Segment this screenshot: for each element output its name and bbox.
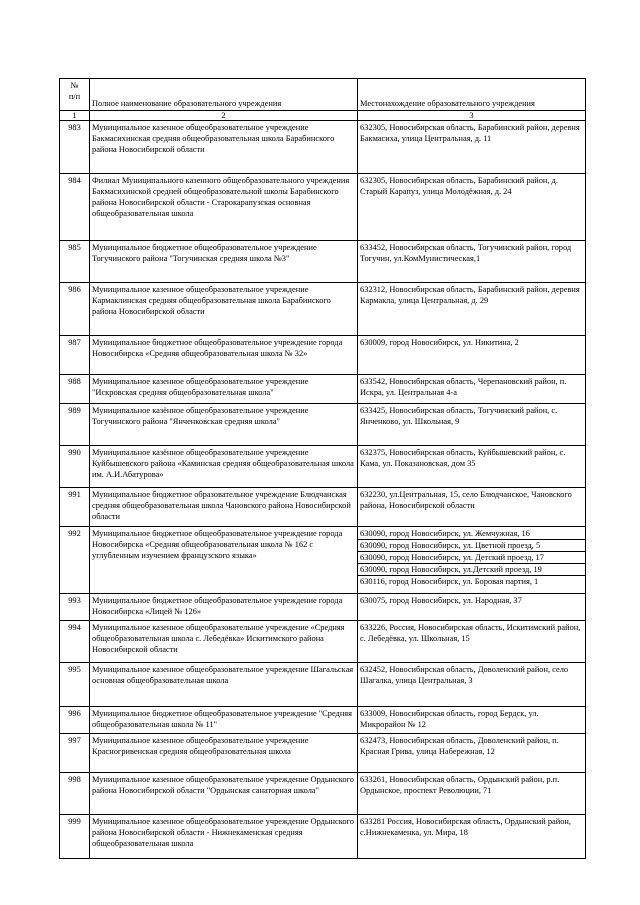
institution-location: 632230, ул.Центральная, 15, село Блюдчанское, Чановского района, Новосибирской области	[358, 488, 586, 527]
table-row	[60, 594, 586, 621]
institution-name: Муниципальное бюджетное образовательное учреждение Блюдчанская средняя общеобразовательная школа Чановского района Новосибирской области	[90, 488, 358, 527]
col-index-3: 3	[358, 111, 586, 121]
institution-location: 632452, Новосибирская область, Доволенский район, село Шагалка, улица Центральная, 3	[358, 663, 586, 707]
institution-location: 633542, Новосибирская область, Черепановский район, п. Искра, ул. Центральная 4-а	[358, 375, 586, 404]
row-number: 999	[60, 815, 90, 859]
institution-location: 632375, Новосибирская область, Куйбышевский район, с. Кама, ул. Показановская, дом 35	[358, 446, 586, 488]
row-number: 997	[60, 734, 90, 773]
table-row	[60, 773, 586, 815]
schools-table	[59, 78, 586, 859]
row-number: 993	[60, 594, 90, 621]
location-line: 630090, город Новосибирск, ул. Цветной проезд, 5	[358, 540, 585, 552]
institution-name: Муниципальное казенное общеобразовательное учреждение Кармаклинская средняя общеобразовательная школа Барабинского района Новосибирской области	[90, 283, 358, 336]
institution-name: Филиал Муниципального казенного общеобразовательного учреждения Бакмасихинской средней общеобразовательной школы Барабинского района Новосибирской области - Старокарапузская основная общеобразовательная школа	[90, 174, 358, 241]
institution-name: Муниципальное казённое общеобразовательное учреждение Куйбышевского района «Каминская средняя общеобразовательная школа им. А.И.Абатурова»	[90, 446, 358, 488]
table-row	[60, 283, 586, 336]
row-number: 992	[60, 527, 90, 594]
table-row	[60, 174, 586, 241]
table-row	[60, 621, 586, 663]
col-location-header: Местонахождение образовательного учреждения	[358, 79, 586, 111]
institution-name: Муниципальное бюджетное общеобразовательное учреждение города Новосибирска «Средняя общеобразовательная школа № 32»	[90, 336, 358, 375]
institution-name: Муниципальное казенное общеобразовательное учреждение Шагальская основная общеобразовательная школа	[90, 663, 358, 707]
table-row	[60, 488, 586, 527]
col-name-header: Полное наименование образовательного учреждения	[90, 79, 358, 111]
institution-location: 632312, Новосибирская область, Барабинский район, деревня Кармакла, улица Центральная, д. 29	[358, 283, 586, 336]
institution-location: 633452, Новосибирская область, Тогучинский район, город Тогучин, ул.КомМунистическая,1	[358, 241, 586, 283]
institution-name: Муниципальное казенное общеобразовательное учреждение Красногривенская средняя общеобразовательная школа	[90, 734, 358, 773]
row-number: 991	[60, 488, 90, 527]
row-number: 994	[60, 621, 90, 663]
table-row	[60, 734, 586, 773]
institution-name: Муниципальное казенное общеобразовательное учреждение Бакмасихинская средняя общеобразовательная школа Барабинского района Новосибирской области	[90, 121, 358, 174]
row-number: 984	[60, 174, 90, 241]
table-row	[60, 375, 586, 404]
table-row	[60, 663, 586, 707]
institution-name: Муниципальное бюджетное общеобразовательное учреждение Тогучинского района "Тогучинская средняя школа №3"	[90, 241, 358, 283]
row-number: 986	[60, 283, 90, 336]
institution-name: Муниципальное бюджетное общеобразовательное учреждение "Средняя общеобразовательная школа № 11"	[90, 707, 358, 734]
institution-name: Муниципальное казенное общеобразовательное учреждение "Искровская средняя общеобразовательная школа"	[90, 375, 358, 404]
table-row	[60, 241, 586, 283]
row-number: 987	[60, 336, 90, 375]
institution-location: 630009, город Новосибирск, ул. Никитина, 2	[358, 336, 586, 375]
table-row	[60, 336, 586, 375]
institution-name: Муниципальное казённое общеобразовательное учреждение Тогучинского района "Янченковская средняя школа"	[90, 404, 358, 446]
table-header-row	[60, 79, 586, 111]
table-row	[60, 707, 586, 734]
institution-location: 633261, Новосибирская область, Ордынский район, р.п. Ордынское, проспект Революции, 71	[358, 773, 586, 815]
row-number: 989	[60, 404, 90, 446]
institution-name: Муниципальное казенное общеобразовательное учреждение «Средняя общеобразовательная школа с. Лебедёвка» Искитимского района Новосибирской области	[90, 621, 358, 663]
table-row	[60, 527, 586, 594]
institution-location: 630075, город Новосибирск, ул. Народная, 37	[358, 594, 586, 621]
institution-location: 633226, Россия, Новосибирская область, Искитимский район, с. Лебедёвка, ул. Школьная, 15	[358, 621, 586, 663]
institution-location	[358, 527, 586, 594]
table-index-row	[60, 111, 586, 121]
row-number: 983	[60, 121, 90, 174]
institution-location: 632305, Новосибирская область, Барабинский район, деревня Бакмасиха, улица Центральная, д. 11	[358, 121, 586, 174]
row-number: 996	[60, 707, 90, 734]
location-line: 630116, город Новосибирск, ул. Боровая партия, 1	[360, 577, 539, 586]
table-row	[60, 121, 586, 174]
location-line: 630090, город Новосибирск, ул. Детский проезд, 17	[358, 552, 585, 564]
institution-name: Муниципальное казенное общеобразовательное учреждение Ордынского района Новосибирской области "Ордынская санаторная школа"	[90, 773, 358, 815]
table-row	[60, 446, 586, 488]
institution-name: Муниципальное бюджетное общеобразовательное учреждение города Новосибирска «Средняя общеобразовательная школа № 162 с углубленным изучением французского языка»	[90, 527, 358, 594]
table-row	[60, 815, 586, 859]
row-number: 998	[60, 773, 90, 815]
col-index-1: 1	[60, 111, 90, 121]
row-number: 985	[60, 241, 90, 283]
col-num-header: № п/п	[60, 79, 90, 111]
location-line: 630090, город Новосибирск, ул.Детский проезд, 19	[358, 564, 585, 576]
row-number: 990	[60, 446, 90, 488]
institution-location: 632305, Новосибирская область, Барабинский район, д. Старый Карапуз, улица Молодёжная, д. 24	[358, 174, 586, 241]
location-line: 630090, город Новосибирск, ул. Жемчужная, 16	[358, 528, 585, 540]
institution-location: 632473, Новосибирская область, Доволенский район, п. Красная Грива, улица Набережная, 12	[358, 734, 586, 773]
institution-name: Муниципальное казенное общеобразовательное учреждение Ордынского района Новосибирской области - Нижнекаменская средняя общеобразовательная школа	[90, 815, 358, 859]
row-number: 995	[60, 663, 90, 707]
table-row	[60, 404, 586, 446]
row-number: 988	[60, 375, 90, 404]
col-index-2: 2	[90, 111, 358, 121]
institution-name: Муниципальное бюджетное общеобразовательное учреждение города Новосибирска «Лицей № 126»	[90, 594, 358, 621]
institution-location: 633009, Новосибирская область, город Бердск, ул. Микрорайон № 12	[358, 707, 586, 734]
institution-location: 633425, Новосибирская область, Тогучинский район, с. Янченково, ул. Школьная, 9	[358, 404, 586, 446]
institution-location: 633281 Россия, Новосибирская область, Ордынский район, с.Нижнекаменка, ул. Мира, 18	[358, 815, 586, 859]
